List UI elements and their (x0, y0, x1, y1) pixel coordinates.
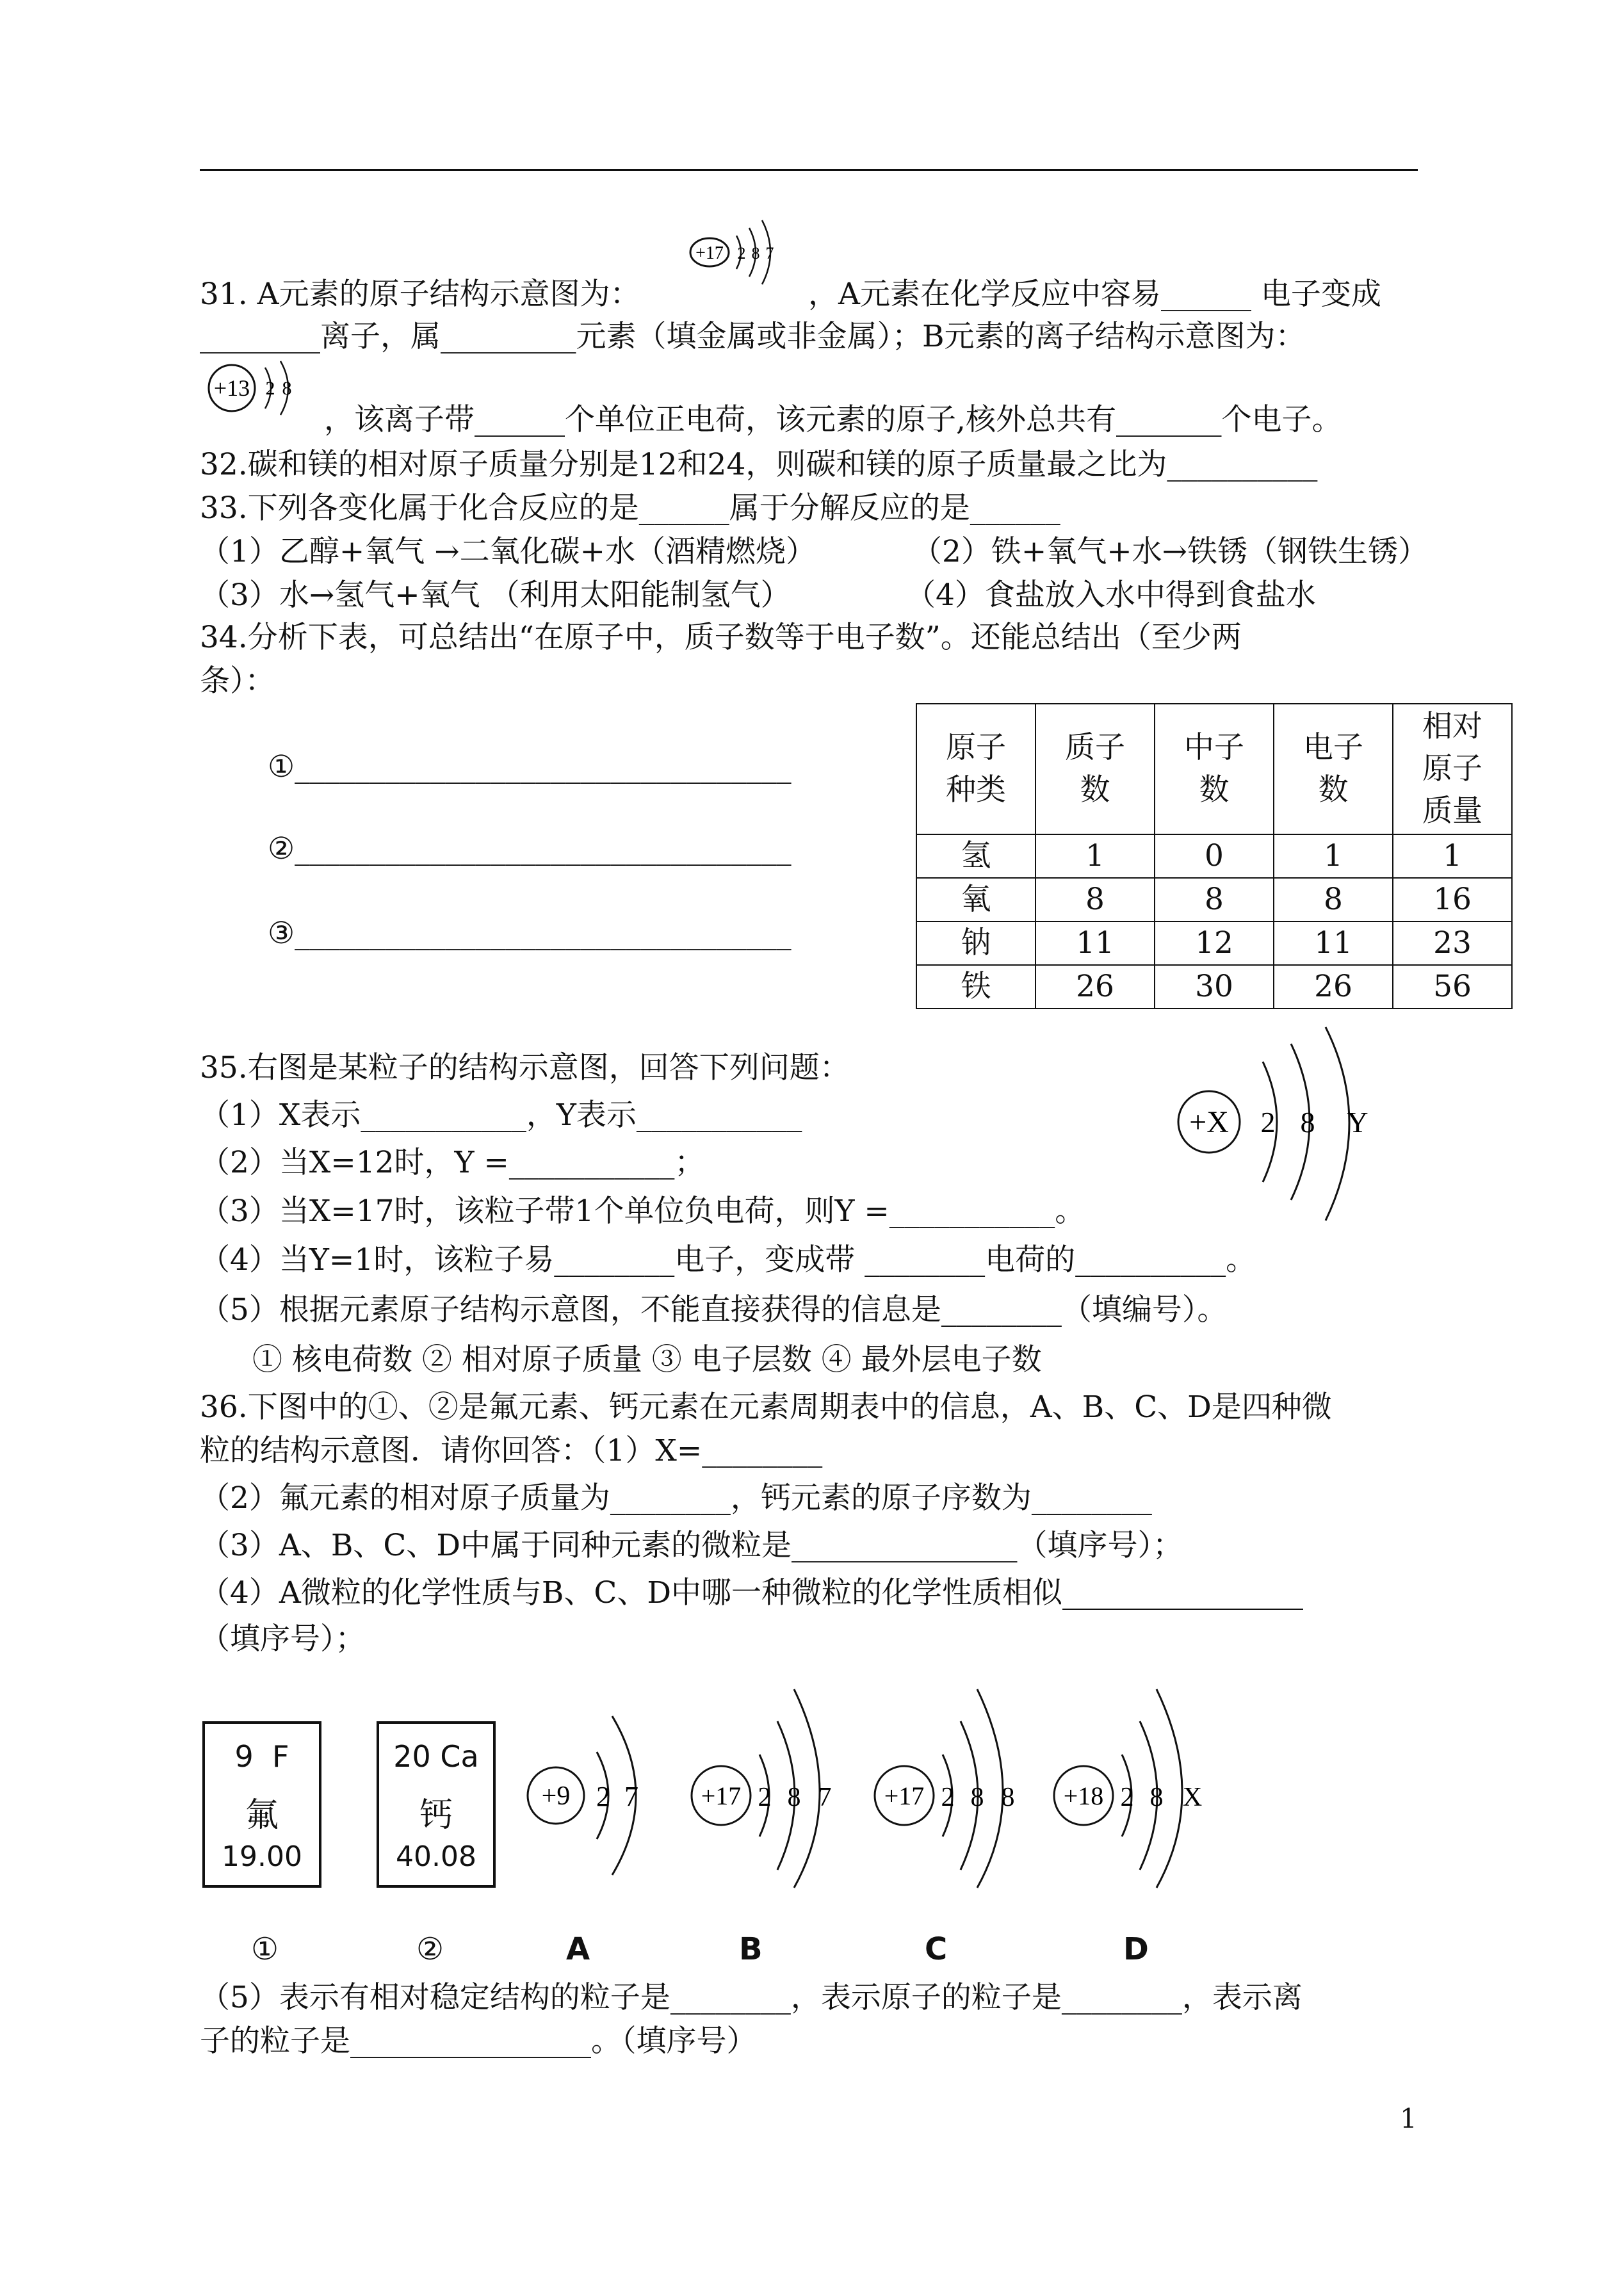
q35-p5: （5）根据元素原子结构示意图，不能直接获得的信息是________（填编号）。 (200, 1292, 1228, 1327)
shell-count: 8 (1300, 1106, 1315, 1139)
table-row (916, 834, 1512, 878)
element-name: 钙 (419, 1796, 453, 1835)
table-row (916, 921, 1512, 965)
q31-line3: ，该离子带______个单位正电荷，该元素的原子,核外总共有_______个电子。 (324, 402, 1342, 437)
shell-count: 2 (941, 1783, 955, 1812)
q34-blank1: ①_________________________________ (268, 749, 792, 784)
q36-p4a: （4）A微粒的化学性质与B、C、D中哪一种微粒的化学性质相似________________ (200, 1575, 1304, 1610)
shell-count: 8 (1001, 1783, 1015, 1812)
table-header-row (916, 704, 1512, 834)
q35-particle-diagram (1165, 1025, 1447, 1242)
particle-d-diagram (1050, 1670, 1230, 1894)
particle-c-diagram (871, 1670, 1044, 1894)
q33-opt1: （1）乙醇+氧气 →二氧化碳+水（酒精燃烧） (200, 534, 816, 569)
q31-atom-a-diagram (686, 204, 802, 287)
shell-count: 2 (1260, 1106, 1276, 1139)
shell-count: 8 (787, 1783, 801, 1812)
q36-p4b: （填序号）； (200, 1621, 366, 1657)
shell-count: X (1182, 1783, 1203, 1812)
table-cell: 1 (1035, 834, 1155, 878)
q31-line1a: 31. A元素的原子结构示意图为： (200, 277, 640, 312)
fluorine-element-card (202, 1721, 321, 1888)
table-cell: 氢 (916, 834, 1035, 878)
table-cell: 0 (1155, 834, 1274, 878)
table-header-cell: 原子 种类 (916, 704, 1035, 834)
element-name: 氟 (245, 1796, 279, 1835)
shell-count: 8 (970, 1783, 984, 1812)
table-cell: 钠 (916, 921, 1035, 965)
table-row (916, 965, 1512, 1009)
shell-count: 7 (765, 244, 774, 263)
q36-p5a: （5）表示有相对稳定结构的粒子是________，表示原子的粒子是________，表示离 (200, 1980, 1303, 2015)
table-cell: 11 (1274, 921, 1393, 965)
table-cell: 56 (1393, 965, 1512, 1009)
figure-label-c: C (925, 1931, 948, 1967)
q33-stem: 33.下列各变化属于化合反应的是______属于分解反应的是______ (200, 491, 1060, 526)
q34-stem1: 34.分析下表，可总结出“在原子中，质子数等于电子数”。还能总结出（至少两 (200, 620, 1242, 655)
table-cell: 铁 (916, 965, 1035, 1009)
table-cell: 1 (1274, 834, 1393, 878)
q31-line1b: ，A元素在化学反应中容易______ 电子变成 (808, 277, 1381, 312)
q36-p2: （2）氟元素的相对原子质量为________，钙元素的原子序数为________ (200, 1480, 1152, 1516)
table-cell: 11 (1035, 921, 1155, 965)
q34-blank3: ③_________________________________ (268, 916, 792, 951)
table-cell: 16 (1393, 878, 1512, 921)
q34-blank2: ②_________________________________ (268, 831, 792, 866)
nucleus-label: +17 (884, 1781, 925, 1810)
q36-stem1: 36.下图中的①、②是氟元素、钙元素在元素周期表中的信息，A、B、C、D是四种微 (200, 1390, 1332, 1425)
q33-opt3: （3）水→氢气+氧气 （利用太阳能制氢气） (200, 578, 791, 613)
figure-label-b: B (739, 1931, 763, 1967)
table-cell: 氧 (916, 878, 1035, 921)
shell-count: 2 (1120, 1783, 1134, 1812)
figure-label-2: ② (416, 1931, 444, 1967)
shell-count: 7 (818, 1783, 832, 1812)
table-cell: 30 (1155, 965, 1274, 1009)
atom-data-table (916, 703, 1513, 1009)
nucleus-label: +18 (1063, 1781, 1104, 1810)
table-header-cell: 相对 原子 质量 (1393, 704, 1512, 834)
calcium-element-card (377, 1721, 496, 1888)
nucleus-label: +17 (701, 1781, 742, 1810)
shell-count: 2 (737, 244, 746, 263)
table-cell: 26 (1274, 965, 1393, 1009)
figure-label-a: A (566, 1931, 590, 1967)
element-mass: 40.08 (396, 1840, 476, 1873)
table-header-cell: 中子 数 (1155, 704, 1274, 834)
shell-count: 2 (758, 1783, 772, 1812)
table-header-cell: 电子 数 (1274, 704, 1393, 834)
shell-count: 2 (596, 1781, 610, 1812)
q32-text: 32.碳和镁的相对原子质量分别是12和24，则碳和镁的原子质量最之比为__________ (200, 447, 1318, 482)
element-number-symbol: 9 F (234, 1739, 289, 1774)
table-cell: 8 (1155, 878, 1274, 921)
table-row (916, 878, 1512, 921)
nucleus-label: +17 (695, 243, 724, 263)
shell-count: 8 (751, 244, 760, 263)
q36-p3: （3）A、B、C、D中属于同种元素的微粒是_______________（填序号）； (200, 1528, 1183, 1563)
nucleus-label: +13 (213, 375, 250, 401)
figure-label-d: D (1123, 1931, 1149, 1967)
particle-b-diagram (688, 1670, 861, 1894)
q34-stem2: 条）： (200, 663, 275, 699)
table-cell: 8 (1274, 878, 1393, 921)
q35-options: ① 核电荷数 ② 相对原子质量 ③ 电子层数 ④ 最外层电子数 (252, 1342, 1042, 1377)
q35-p1: （1）X表示___________，Y表示___________ (200, 1098, 802, 1133)
shell-count: 8 (282, 378, 292, 399)
table-cell: 8 (1035, 878, 1155, 921)
shell-count: 8 (1149, 1783, 1164, 1812)
q31-line2: ________离子，属_________元素（填金属或非金属）；B元素的离子结构示意图为： (200, 319, 1306, 354)
q35-p2: （2）当X=12时，Y =___________； (200, 1145, 705, 1180)
electron-shell (1326, 1027, 1349, 1220)
element-mass: 19.00 (222, 1840, 302, 1873)
table-cell: 12 (1155, 921, 1274, 965)
particle-a-diagram (525, 1691, 679, 1895)
q35-p4: （4）当Y=1时，该粒子易________电子，变成带 ________电荷的__________。 (200, 1242, 1256, 1277)
nucleus-label: +X (1189, 1105, 1229, 1139)
shell-count: 7 (624, 1781, 638, 1812)
table-cell: 1 (1393, 834, 1512, 878)
header-rule (200, 169, 1418, 171)
page-number: 1 (1400, 2103, 1417, 2134)
table-header-cell: 质子 数 (1035, 704, 1155, 834)
q36-stem2: 粒的结构示意图．请你回答：（1）X=________ (200, 1433, 823, 1468)
q33-opt2: （2）铁+氧气+水→铁锈（钢铁生锈） (912, 534, 1429, 569)
nucleus-label: +9 (541, 1781, 571, 1811)
shell-count: Y (1347, 1106, 1368, 1139)
q33-opt4: （4）食盐放入水中得到食盐水 (905, 578, 1316, 613)
element-number-symbol: 20 Ca (393, 1739, 479, 1774)
figure-label-1: ① (251, 1931, 279, 1967)
table-cell: 26 (1035, 965, 1155, 1009)
q36-p5b: 子的粒子是________________。（填序号） (200, 2023, 757, 2059)
q31-ion-b-diagram (204, 356, 325, 420)
q35-stem: 35.右图是某粒子的结构示意图，回答下列问题： (200, 1050, 850, 1085)
q35-p3: （3）当X=17时，该粒子带1个单位负电荷，则Y =___________。 (200, 1194, 1085, 1229)
table-cell: 23 (1393, 921, 1512, 965)
shell-count: 2 (265, 378, 275, 399)
